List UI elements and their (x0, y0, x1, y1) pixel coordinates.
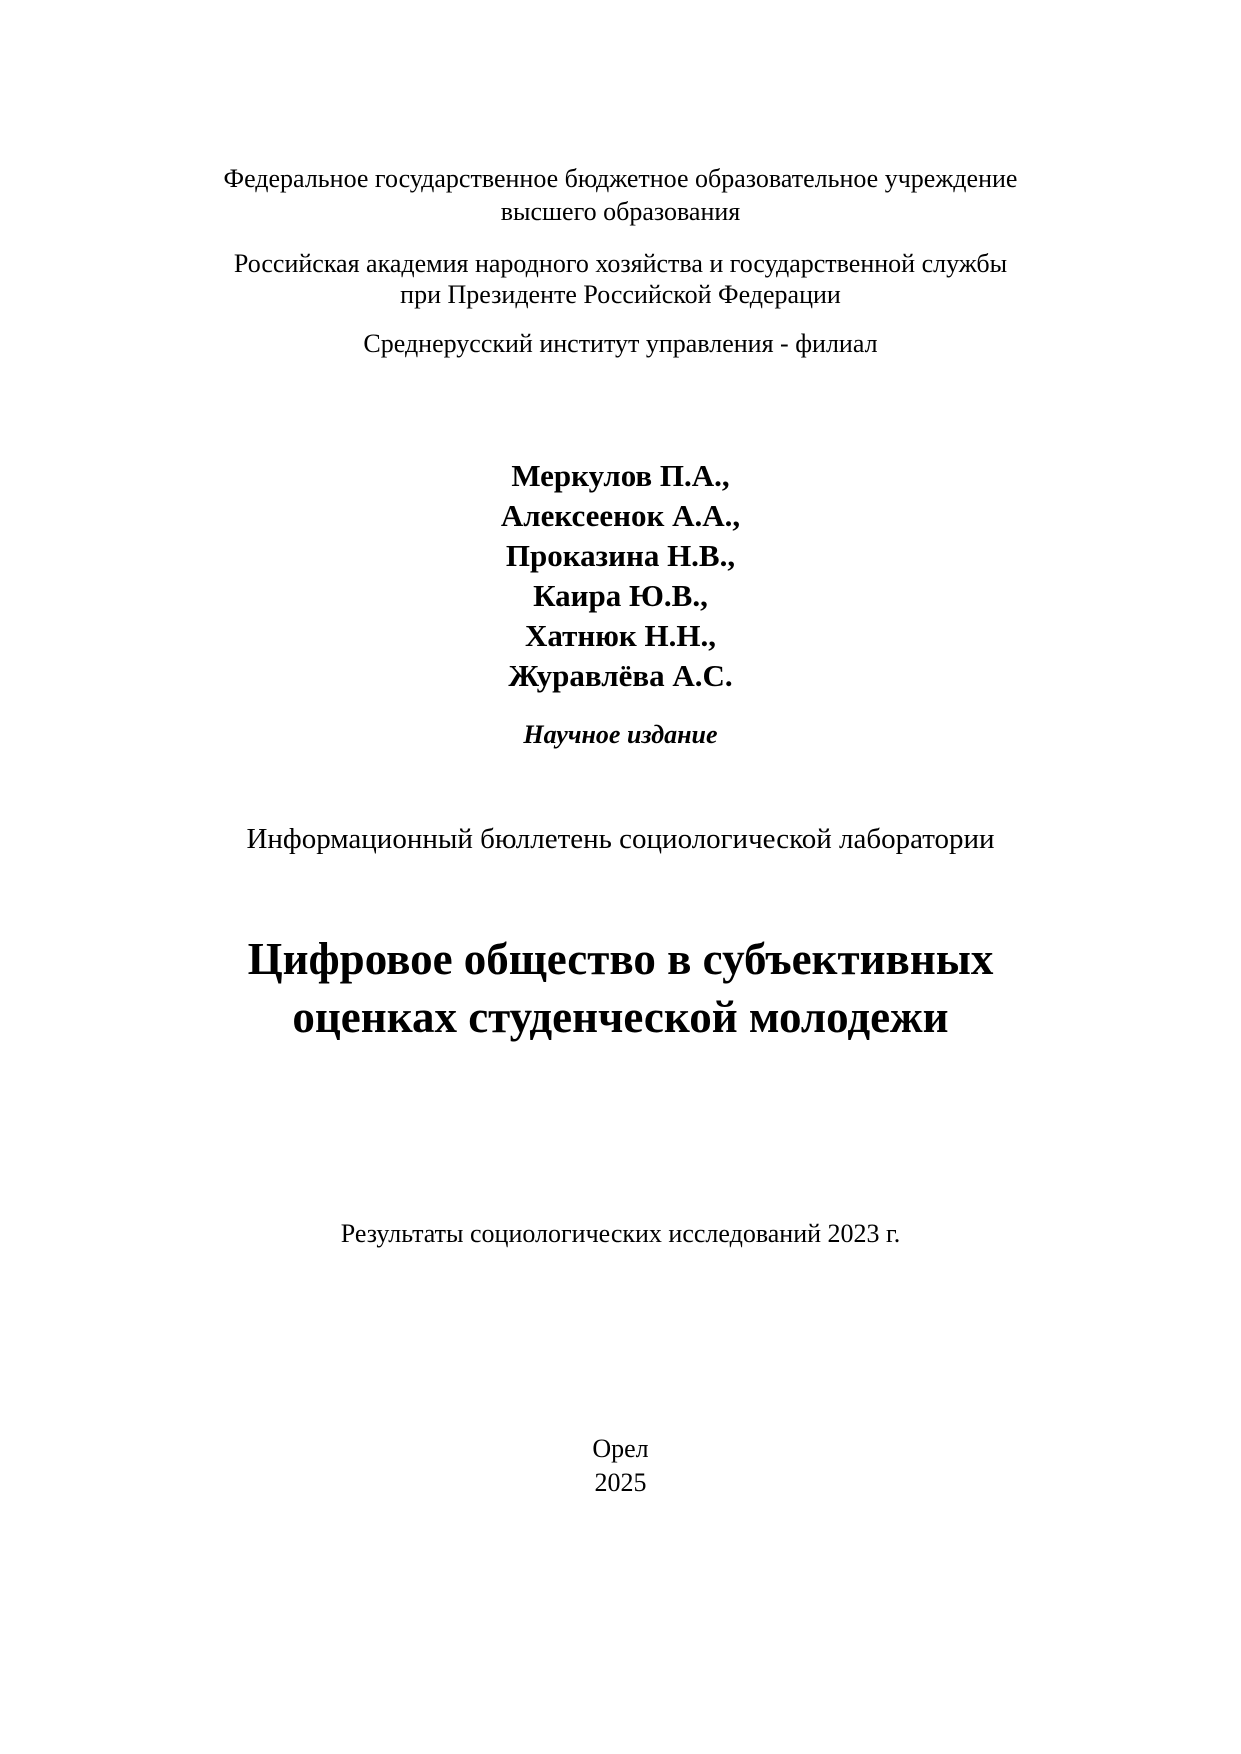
author-name: Журавлёва А.С. (508, 658, 733, 693)
imprint-city: Орел (592, 1434, 649, 1463)
institute-name: Среднерусский институт управления - филиал (363, 329, 878, 358)
imprint-year: 2025 (594, 1468, 647, 1497)
author-name: Меркулов П.А., (511, 458, 730, 493)
document-title-line-2: оценках студенческой молодежи (292, 992, 949, 1042)
author-name: Хатнюк Н.Н., (525, 618, 716, 653)
results-subtitle: Результаты социологических исследований 2023 г. (340, 1219, 901, 1248)
series-title: Информационный бюллетень социологической лаборатории (246, 823, 995, 855)
document-title-line-1: Цифровое общество в субъективных (247, 934, 994, 984)
edition-type: Научное издание (523, 720, 718, 749)
author-name: Каира Ю.В., (533, 578, 708, 613)
org-line-1: Федеральное государственное бюджетное образовательное учреждение (223, 164, 1018, 193)
author-name: Алексеенок А.А., (500, 498, 741, 533)
author-name: Проказина Н.В., (505, 538, 736, 573)
academy-line-2: при Президенте Российской Федерации (400, 280, 841, 309)
academy-line-1: Российская академия народного хозяйства и государственной службы (233, 249, 1008, 278)
org-line-2: высшего образования (500, 197, 741, 226)
